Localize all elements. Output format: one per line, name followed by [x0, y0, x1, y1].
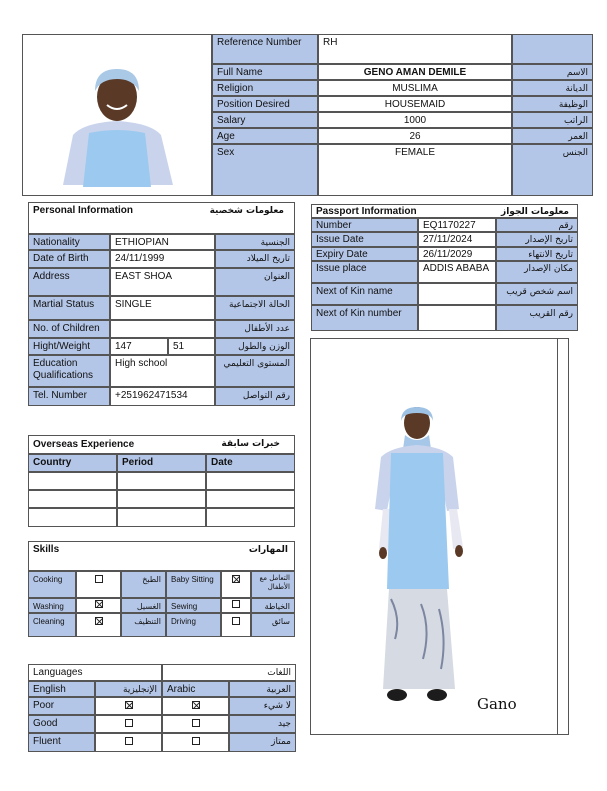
- religion-label: Religion: [212, 80, 318, 96]
- ref-ar: [512, 34, 593, 64]
- marital-label: Martial Status: [28, 296, 110, 320]
- pp-number-ar: رقم: [496, 218, 578, 232]
- skill-driving-ar: سائق: [251, 613, 295, 637]
- height-value: 147: [110, 338, 168, 355]
- skill-cleaning-check[interactable]: [76, 613, 121, 637]
- skill-cleaning-ar: التنظيف: [121, 613, 166, 637]
- passport-title-ar: معلومات الجواز: [501, 207, 569, 217]
- nationality-label: Nationality: [28, 234, 110, 250]
- skills-title-en: Skills: [33, 544, 60, 555]
- pp-kin-name-ar: اسم شخص قريب: [496, 283, 578, 305]
- lang-fluent-ar-check[interactable]: [162, 733, 229, 752]
- lang-english: English: [28, 681, 95, 697]
- personal-title-en: Personal Information: [33, 205, 134, 216]
- lang-fluent-ar: ممتاز: [229, 733, 296, 752]
- address-value: EAST SHOA: [110, 268, 215, 296]
- profile-photo: [23, 35, 211, 195]
- weight-value: 51: [168, 338, 215, 355]
- lang-poor-ar-check[interactable]: [162, 697, 229, 715]
- pp-issue-label: Issue Date: [311, 232, 418, 247]
- lang-good-ar: جيد: [229, 715, 296, 733]
- skills-title: [28, 541, 295, 571]
- dob-value: 24/11/1999: [110, 250, 215, 268]
- overseas-title-ar: خبرات سابقة: [221, 439, 280, 449]
- checkbox-icon: [192, 701, 200, 709]
- lang-poor-en-check[interactable]: [95, 697, 162, 715]
- lang-fluent-en-check[interactable]: [95, 733, 162, 752]
- marital-ar: الحالة الاجتماعية: [215, 296, 295, 320]
- overseas-col-country: Country: [28, 454, 117, 472]
- overseas-row: [117, 490, 206, 508]
- passport-title: [311, 204, 578, 218]
- nationality-value: ETHIOPIAN: [110, 234, 215, 250]
- religion-ar: الديانة: [512, 80, 593, 96]
- lang-arabic: Arabic: [162, 681, 229, 697]
- pp-kin-name-value: [418, 283, 496, 305]
- checkbox-icon: [125, 719, 133, 727]
- marital-value: SINGLE: [110, 296, 215, 320]
- pp-number-value: EQ1170227: [418, 218, 496, 232]
- sex-value: FEMALE: [318, 144, 512, 196]
- passport-title-en: Passport Information: [316, 206, 417, 217]
- full-photo-inner-line: [557, 339, 558, 734]
- religion-value: MUSLIMA: [318, 80, 512, 96]
- lang-poor-label: Poor: [28, 697, 95, 715]
- lang-fluent-label: Fluent: [28, 733, 95, 752]
- tel-ar: رقم التواصل: [215, 387, 295, 406]
- children-value: [110, 320, 215, 338]
- pp-expiry-ar: تاريخ الانتهاء: [496, 247, 578, 261]
- pp-place-label: Issue place: [311, 261, 418, 283]
- pp-expiry-label: Expiry Date: [311, 247, 418, 261]
- skill-washing-label: Washing: [28, 598, 76, 613]
- skill-babysitting-label: Baby Sitting: [166, 571, 221, 598]
- lang-english-ar: الإنجليزية: [95, 681, 162, 697]
- dob-ar: تاريخ الميلاد: [215, 250, 295, 268]
- edu-ar: المستوى التعليمي: [215, 355, 295, 387]
- age-value: 26: [318, 128, 512, 144]
- edu-value: High school: [110, 355, 215, 387]
- checkbox-icon: [192, 737, 200, 745]
- overseas-row: [28, 490, 117, 508]
- overseas-row: [206, 508, 295, 527]
- overseas-title: [28, 435, 295, 454]
- lang-good-ar-check[interactable]: [162, 715, 229, 733]
- salary-label: Salary: [212, 112, 318, 128]
- header-photo-box: [22, 34, 212, 196]
- checkbox-icon: [125, 737, 133, 745]
- skill-cooking-ar: الطبخ: [121, 571, 166, 598]
- sex-label: Sex: [212, 144, 318, 196]
- pp-expiry-value: 26/11/2029: [418, 247, 496, 261]
- pp-kin-number-value: [418, 305, 496, 331]
- ref-value: RH: [318, 34, 512, 64]
- checkbox-icon: [95, 600, 103, 608]
- checkbox-icon: [232, 600, 240, 608]
- edu-label: Education Qualifications: [28, 355, 110, 387]
- name-label: Full Name: [212, 64, 318, 80]
- hw-label: Hight/Weight: [28, 338, 110, 355]
- salary-value: 1000: [318, 112, 512, 128]
- overseas-col-period: Period: [117, 454, 206, 472]
- skills-title-ar: المهارات: [248, 545, 288, 555]
- checkbox-icon: [125, 701, 133, 709]
- pp-kin-number-ar: رقم القريب: [496, 305, 578, 331]
- skill-sewing-ar: الخياطة: [251, 598, 295, 613]
- overseas-row: [117, 472, 206, 490]
- skill-cleaning-label: Cleaning: [28, 613, 76, 637]
- position-value: HOUSEMAID: [318, 96, 512, 112]
- age-ar: العمر: [512, 128, 593, 144]
- overseas-row: [28, 472, 117, 490]
- nationality-ar: الجنسية: [215, 234, 295, 250]
- pp-kin-name-label: Next of Kin name: [311, 283, 418, 305]
- personal-title-ar: معلومات شخصية: [209, 206, 284, 216]
- skill-sewing-label: Sewing: [166, 598, 221, 613]
- overseas-row: [28, 508, 117, 527]
- hw-ar: الوزن والطول: [215, 338, 295, 355]
- sex-ar: الجنس: [512, 144, 593, 196]
- overseas-row: [117, 508, 206, 527]
- children-ar: عدد الأطفال: [215, 320, 295, 338]
- full-body-photo: [361, 399, 481, 709]
- children-label: No. of Children: [28, 320, 110, 338]
- checkbox-icon: [232, 617, 240, 625]
- pp-kin-number-label: Next of Kin number: [311, 305, 418, 331]
- skill-driving-check[interactable]: [221, 613, 251, 637]
- lang-poor-ar: لا شيء: [229, 697, 296, 715]
- overseas-row: [206, 490, 295, 508]
- checkbox-icon: [192, 719, 200, 727]
- ref-label: Reference Number: [212, 34, 318, 64]
- overseas-title-en: Overseas Experience: [33, 439, 135, 450]
- address-ar: العنوان: [215, 268, 295, 296]
- skill-babysitting-check[interactable]: [221, 571, 251, 598]
- pp-issue-value: 27/11/2024: [418, 232, 496, 247]
- position-label: Position Desired: [212, 96, 318, 112]
- name-value: GENO AMAN DEMILE: [318, 64, 512, 80]
- checkbox-icon: [232, 575, 240, 583]
- checkbox-icon: [95, 617, 103, 625]
- skill-babysitting-ar: التعامل مع الأطفال: [251, 571, 295, 598]
- skill-cooking-label: Cooking: [28, 571, 76, 598]
- languages-title-ar: اللغات: [162, 664, 296, 681]
- checkbox-icon: [95, 575, 103, 583]
- age-label: Age: [212, 128, 318, 144]
- personal-title: [28, 202, 295, 234]
- skill-driving-label: Driving: [166, 613, 221, 637]
- pp-place-ar: مكان الإصدار: [496, 261, 578, 283]
- skill-cooking-check[interactable]: [76, 571, 121, 598]
- skill-sewing-check[interactable]: [221, 598, 251, 613]
- pp-number-label: Number: [311, 218, 418, 232]
- lang-good-en-check[interactable]: [95, 715, 162, 733]
- full-photo-box: [310, 338, 569, 735]
- skill-washing-check[interactable]: [76, 598, 121, 613]
- salary-ar: الراتب: [512, 112, 593, 128]
- lang-arabic-ar: العربية: [229, 681, 296, 697]
- pp-issue-ar: تاريخ الإصدار: [496, 232, 578, 247]
- tel-value: +251962471534: [110, 387, 215, 406]
- tel-label: Tel. Number: [28, 387, 110, 406]
- overseas-row: [206, 472, 295, 490]
- lang-good-label: Good: [28, 715, 95, 733]
- address-label: Address: [28, 268, 110, 296]
- name-ar: الاسم: [512, 64, 593, 80]
- photo-caption: Gano: [477, 695, 517, 713]
- overseas-col-date: Date: [206, 454, 295, 472]
- dob-label: Date of Birth: [28, 250, 110, 268]
- pp-place-value: ADDIS ABABA: [418, 261, 496, 283]
- position-ar: الوظيفة: [512, 96, 593, 112]
- languages-title: Languages: [28, 664, 162, 681]
- skill-washing-ar: الغسيل: [121, 598, 166, 613]
